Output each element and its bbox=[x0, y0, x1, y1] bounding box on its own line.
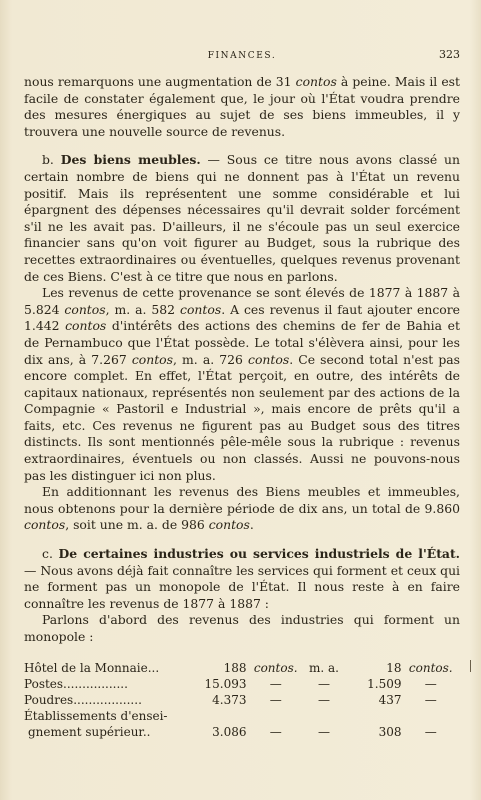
section-b-heading: Des biens meubles. bbox=[60, 152, 201, 168]
average-value: 308 bbox=[378, 725, 402, 740]
average-label: m. a. bbox=[309, 660, 339, 675]
table-row bbox=[24, 724, 460, 740]
average-unit: contos. bbox=[408, 660, 453, 675]
total-paragraph: En additionnant les revenus des Biens meubles et immeubles, nous obtenons pour la dernière période de dix ans, un total de 9.860 contos, soit une m. a. de 986 contos. bbox=[24, 484, 460, 533]
page-body bbox=[24, 74, 460, 741]
average-value: 1.509 bbox=[367, 676, 402, 691]
average-value: 18 bbox=[386, 660, 402, 675]
table-row bbox=[24, 692, 460, 708]
section-c-heading: De certaines industries ou services industriels de l'État. bbox=[58, 546, 460, 562]
average-unit: — bbox=[424, 725, 437, 740]
page-header bbox=[24, 48, 460, 64]
table-row bbox=[24, 676, 460, 692]
margin-pencil-mark bbox=[470, 660, 471, 672]
section-c-letter: c. bbox=[42, 546, 53, 562]
total-unit: — bbox=[269, 725, 282, 740]
row-label: Établissements d'ensei- bbox=[24, 709, 168, 724]
average-unit: — bbox=[424, 676, 437, 691]
total-value: 3.086 bbox=[212, 725, 247, 740]
row-label: Hôtel de la Monnaie... bbox=[24, 660, 160, 675]
section-b-paragraph: b. Des biens meubles. — Sous ce titre nous avons classé un certain nombre de biens qui ne donnent pas à l'État un revenu positif. Mais ils représentent une somme considérable et lui épargnent des dépenses nécessaires qu'il devrait solder forcément s'il ne les avait pas. D'ailleurs, il ne s'écoule pas un seul exercice financier sans qu'on voit figurer au Budget, sous la rubrique des recettes extraordinaires ou éventuelles, quelques revenus provenant de ces Biens. C'est à ce titre que nous en parlons. bbox=[24, 152, 460, 284]
monopoly-intro-paragraph: Parlons d'abord des revenus des industries qui forment un monopole : bbox=[24, 612, 460, 644]
monopoly-revenue-table bbox=[24, 660, 460, 741]
total-unit: contos. bbox=[253, 660, 298, 675]
running-title: FINANCES. bbox=[207, 51, 277, 61]
table-row bbox=[24, 708, 460, 724]
total-unit: — bbox=[269, 676, 282, 691]
total-value: 15.093 bbox=[204, 676, 247, 691]
row-label: gnement supérieur.. bbox=[28, 725, 151, 740]
average-label: — bbox=[318, 693, 330, 707]
total-value: 188 bbox=[223, 660, 247, 675]
section-c-paragraph: c. De certaines industries ou services industriels de l'État. — Nous avons déjà fait connaître les services qui forment et ceux qui ne forment pas un monopole de l'État. Il nous reste à en faire connaître les revenus de 1877 à 1887 : bbox=[24, 546, 461, 611]
total-value: 4.373 bbox=[212, 693, 247, 707]
row-label: Postes................. bbox=[24, 676, 128, 691]
table-row bbox=[24, 660, 460, 676]
section-b-letter: b. bbox=[42, 152, 54, 168]
paragraph-continuation: nous remarquons une augmentation de 31 contos à peine. Mais il est facile de constater également que, le jour où l'État voudra prendre des mesures énergiques au sujet de ses biens immeubles, il y trouvera une nouvelle source de revenus. bbox=[24, 74, 460, 139]
total-unit: — bbox=[269, 693, 282, 707]
average-label: — bbox=[318, 676, 330, 691]
average-unit: — bbox=[424, 693, 437, 707]
page-number: 323 bbox=[439, 48, 460, 61]
revenue-paragraph: Les revenus de cette provenance se sont élevés de 1877 à 1887 à 5.824 contos, m. a. 582 contos. A ces revenus il faut ajouter encore 1.442 contos d'intérêts des actions des chemins de fer de Bahia et de Pernambuco que l'État possède. Le total s'élèvera ainsi, pour les dix ans, à 7.267 contos, m. a. 726 contos. Ce second total n'est pas encore complet. En effet, l'État perçoit, en outre, des intérêts de capitaux nationaux, représentés non seulement par des actions de la Compagnie « Pastoril e Industrial », mais encore de prêts qu'il a faits, etc. Ces revenus ne figurent pas au Budget sous des titres distincts. Ils sont mentionnés pêle-mêle sous la rubrique : revenus extraordinaires, éventuels ou non classés. Aussi ne pouvons-nous pas les distinguer ici non plus. bbox=[24, 285, 460, 483]
average-label: — bbox=[318, 725, 330, 740]
average-value: 437 bbox=[378, 693, 402, 707]
row-label: Poudres.................. bbox=[24, 693, 142, 707]
